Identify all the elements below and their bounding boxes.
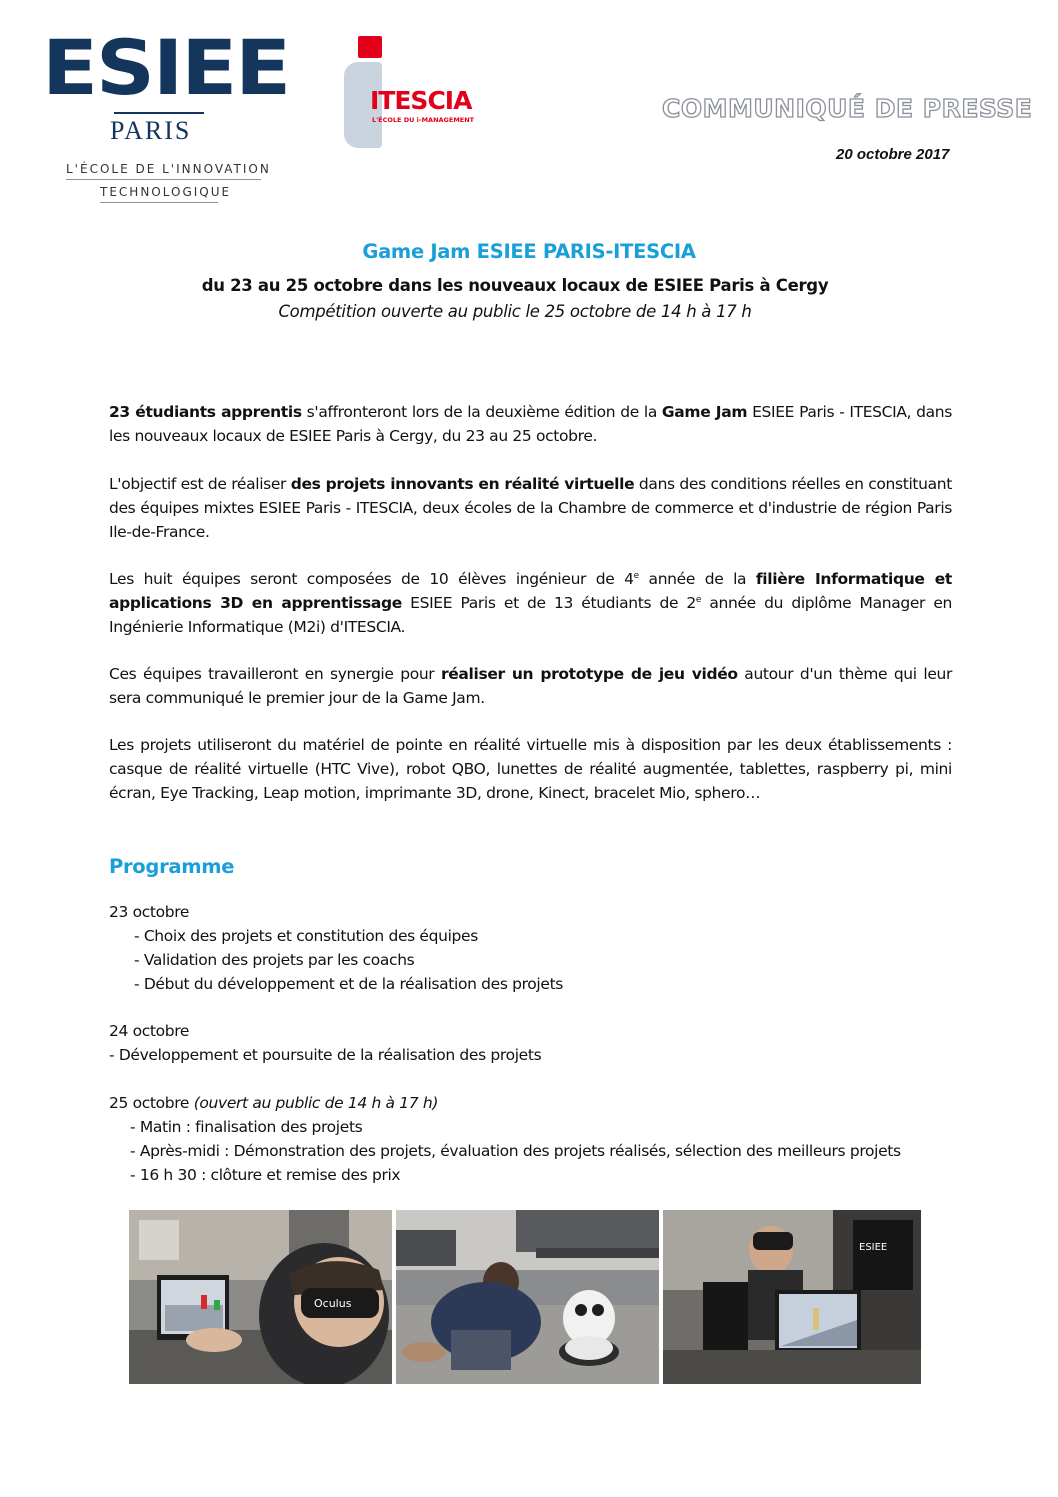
document-subtitle: du 23 au 25 octobre dans les nouveaux locaux de ESIEE Paris à Cergy	[201, 276, 829, 295]
p1-text-2: ESIEE Paris - ITESCIA, dans les nouveaux locaux de ESIEE Paris à Cergy, du 23 au 25 octobre.	[109, 403, 952, 445]
photo-vr-headset-student	[129, 1210, 392, 1384]
paragraph-objective	[109, 472, 952, 544]
esiee-paris-logo	[42, 23, 290, 199]
programme-item: - Matin : finalisation des projets	[130, 1118, 363, 1136]
itescia-logo-wordmark: ITESCIA	[370, 86, 472, 115]
document-subtitle-2	[0, 302, 1030, 321]
esiee-logo-city: PARIS	[110, 116, 192, 145]
p3-bold-1: filière Informatique et applications 3D en apprentissage	[109, 570, 952, 612]
photo1-headset-brand: Oculus	[314, 1297, 352, 1310]
itescia-logo-tagline: L'ÉCOLE DU i-MANAGEMENT	[372, 116, 475, 124]
paragraph-equipment	[109, 733, 952, 805]
paragraph-intro	[109, 400, 952, 448]
p1-bold-2: Game Jam	[661, 403, 748, 421]
programme-day-note: (ouvert au public de 14 h à 17 h)	[193, 1094, 439, 1112]
programme-item: - 16 h 30 : clôture et remise des prix	[130, 1166, 401, 1184]
press-release-date: 20 octobre 2017	[836, 146, 950, 163]
p4-text-2: autour d'un thème qui leur sera communiqué le premier jour de la Game Jam.	[109, 665, 952, 707]
programme-day-label-public	[109, 1091, 438, 1115]
p4-bold-1: réaliser un prototype de jeu vidéo	[440, 665, 738, 683]
photo-robot-qbo	[396, 1210, 659, 1384]
p2-bold-1: des projets innovants en réalité virtuelle	[290, 475, 635, 493]
esiee-tagline-underline-2	[100, 202, 218, 203]
esiee-tagline-underline	[66, 179, 261, 180]
esiee-logo-wordmark: ESIEE	[42, 23, 290, 112]
p3-text-3: ESIEE Paris et de 13 étudiants de 2	[401, 594, 696, 612]
p3-sup-1: e	[633, 570, 639, 581]
programme-day-label: 25 octobre	[109, 1094, 190, 1112]
p4-text-1: Ces équipes travailleront en synergie pour	[109, 665, 441, 683]
programme-item: - Début du développement et de la réalisation des projets	[134, 975, 564, 993]
press-release-label: COMMUNIQUÉ DE PRESSE	[662, 94, 1033, 123]
p3-text-4: année du diplôme Manager en Ingénierie Informatique (M2i) d'ITESCIA.	[109, 594, 952, 636]
esiee-logo-tagline-1: L'ÉCOLE DE L'INNOVATION	[66, 162, 271, 176]
programme-item: - Validation des projets par les coachs	[134, 951, 415, 969]
photo3-shirt-logo: ESIEE	[859, 1242, 888, 1253]
programme-heading: Programme	[109, 855, 235, 878]
programme-item: - Après-midi : Démonstration des projets, évaluation des projets réalisés, sélection des meilleurs projets	[130, 1142, 901, 1160]
programme-item: - Choix des projets et constitution des équipes	[134, 927, 478, 945]
p3-text-1: Les huit équipes seront composées de 10 élèves ingénieur de 4	[109, 570, 634, 588]
itescia-logo	[340, 36, 490, 151]
document-title: Game Jam ESIEE PARIS-ITESCIA	[362, 240, 696, 263]
paragraph-teams	[109, 567, 952, 639]
programme-day-label: 24 octobre	[109, 1022, 190, 1040]
esiee-logo-rule	[114, 112, 204, 114]
esiee-logo-tagline-2: TECHNOLOGIQUE	[100, 185, 232, 199]
p1-text-1: s'affronteront lors de la deuxième édition de la	[301, 403, 662, 421]
p5-text-1: Les projets utiliseront du matériel de pointe en réalité virtuelle mis à disposition par les deux établissements : casque de réalité virtuelle (HTC Vive), robot QBO, lunettes de réalité augmentée, tablettes, raspberry pi, mini écran, Eye Tracking, Leap motion, imprimante 3D, drone, Kinect, bracelet Mio, sphero…	[109, 736, 952, 802]
photo-vr-demo-room	[663, 1210, 921, 1384]
p2-text-1: L'objectif est de réaliser	[109, 475, 291, 493]
p2-text-2: dans des conditions réelles en constituant des équipes mixtes ESIEE Paris - ITESCIA, deux écoles de la Chambre de commerce et d'industrie de région Paris Ile-de-France.	[109, 475, 952, 541]
subtitle-italic-part: Compétition ouverte au public le	[278, 302, 540, 321]
subtitle-plain-part: 25 octobre de 14 h à 17 h	[539, 302, 752, 321]
programme-item: - Développement et poursuite de la réalisation des projets	[109, 1046, 542, 1064]
p3-text-2: année de la	[638, 570, 756, 588]
p1-bold-1: 23 étudiants apprentis	[109, 403, 302, 421]
p3-sup-2: e	[695, 594, 702, 605]
programme-day-label: 23 octobre	[109, 903, 190, 921]
paragraph-synergy	[109, 662, 952, 710]
itescia-logo-dot	[358, 36, 382, 58]
